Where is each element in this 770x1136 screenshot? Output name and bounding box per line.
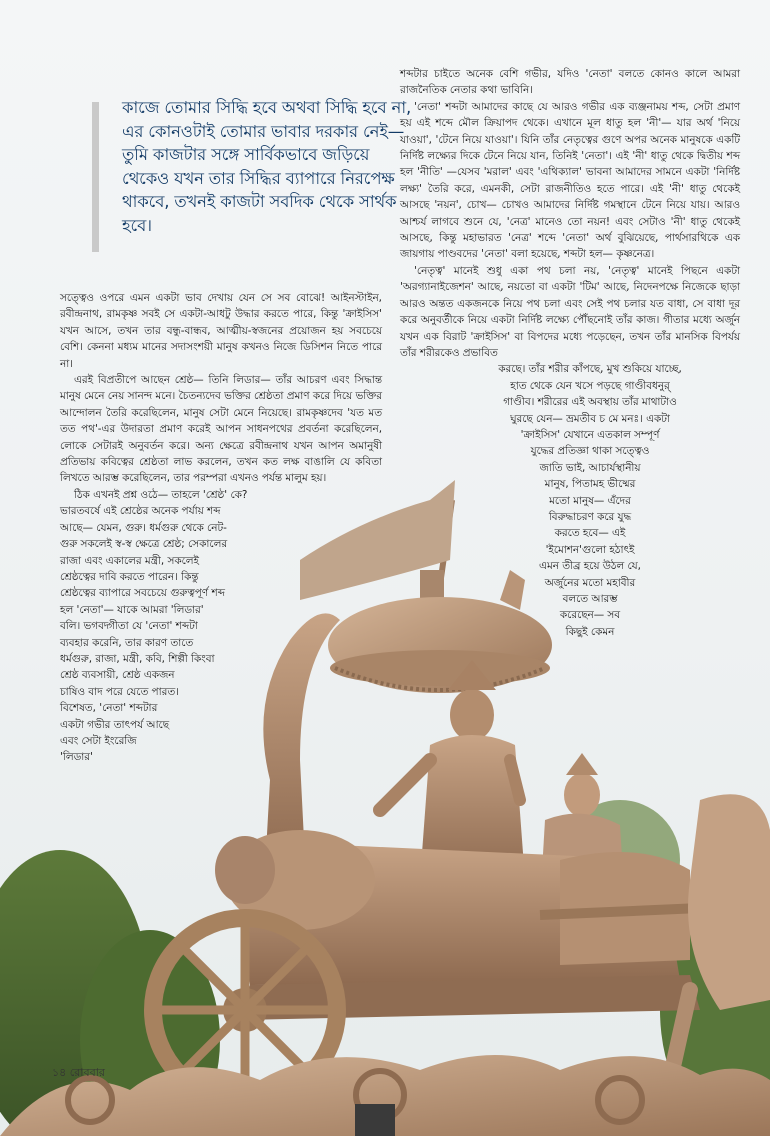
left-line: শ্রেষ্ঠ ব্যবসায়ী, শ্রেষ্ঠ একজন bbox=[60, 669, 175, 682]
left-paragraph-2: এরই বিপ্রতীপে আছেন শ্রেষ্ঠ— তিনি লিডার— তাঁর আচরণ এবং সিদ্ধান্ত মানুষ মেনে নেয় সানন্দ মনে। চৈতন্যদেব ভক্তির শ্রেষ্ঠতা প্রমাণ করে দিয়ে ভক্তির আন্দোলন তৈরি করেছিলেন, মানুষ সেটা মেনে নিয়েছে। রামকৃষ্ণদেব 'যত মত তত পথ'-এর উদারতা প্রমাণ করেই আপন সাধনপথের প্রবর্তনা করেছিলেন, লোকে সেটারই অনুবর্তন করে। অন্য ক্ষেত্রে রবীন্দ্রনাথ যখন আপন অমানুষী প্রতিভায় কবিত্বের শ্রেষ্ঠতা লাভ করলেন, তখন কত লক্ষ বাঙালি যে কবিতা লিখতে আরম্ভ করেছিলেন, তার পরম্পরা এখনও পর্যন্ত মালুম হয়। bbox=[60, 374, 382, 485]
left-line: এবং সেটা ইংরেজি bbox=[60, 734, 137, 747]
right-paragraph-4 bbox=[400, 361, 740, 640]
right-line: জাতি ভাই, আচার্যস্থানীয় bbox=[539, 461, 641, 474]
left-line: একটা গভীর তাৎপর্য আছে bbox=[60, 718, 169, 731]
left-line: 'লিডার' bbox=[60, 751, 93, 764]
right-line: মতো মানুষ— এঁদের bbox=[549, 494, 631, 507]
right-paragraph-2: 'নেতা' শব্দটা আমাদের কাছে যে আরও গভীর এক ব্যঞ্জনাময় শব্দ, সেটা প্রমাণ হয় এই শব্দে মৌল ক্রিয়াপদ থেকে। এখানে মূল ধাতু হল 'নী'— যার অর্থ 'নিয়ে যাওয়া', 'টেনে নিয়ে যাওয়া'। যিনি তাঁর নেতৃত্বের গুণে অপর অনেক মানুষকে একটি নির্দিষ্ট লক্ষ্যের দিকে টেনে নিয়ে যান, তিনিই 'নেতা'। এই 'নী' ধাতু থেকে দ্বিতীয় শব্দ হল 'নীতি' —যেসব 'মরাল' এবং 'এথিক্যাল' ভাবনা আমাদের সামনে একটা 'নির্দিষ্ট লক্ষ্য' তৈরি করে, এমনকী, সেটা রাজনীতিও হতে পারে। এই 'নী' ধাতু থেকেই আসছে 'নয়ন', চোখ— চোখও আমাদের নির্দিষ্ট গমস্থানে টেনে নিয়ে যায়। আরও আশ্চর্য লাগবে শুনে যে, 'নেত্র' মানেও তো নয়ন! এবং সেটাও 'নী' ধাতু থেকেই আসছে, কিন্তু মহাভারত 'নেত্র' শব্দে 'নেতা' অর্থ বুঝিয়েছে, পার্থসারথিকে এক জায়গায় পাণ্ডবদের 'নেতা' বলা হয়েছে, শব্দটা হল— কৃষ্ণনেত্র। bbox=[400, 100, 740, 261]
left-line: চাষিও বাদ পরে যেতে পারত। bbox=[60, 685, 179, 698]
right-line: করতে হবে— এই bbox=[554, 527, 626, 540]
left-line: শ্রেষ্ঠত্বের দাবি করতে পারেন। কিন্তু bbox=[60, 570, 199, 583]
magazine-name: রোববার bbox=[69, 1066, 105, 1079]
right-paragraph-1: শব্দটার চাইতে অনেক বেশি গভীর, যদিও 'নেতা' বলতে কোনও কালে আমরা রাজনৈতিক নেতার কথা ভাবিনি। bbox=[400, 68, 740, 97]
left-line: গুরু সকলেই স্ব-স্ব ক্ষেত্রে শ্রেষ্ঠ; সেকালের bbox=[60, 538, 228, 551]
left-line: ভারতবর্ষে এই শ্রেষ্ঠের অনেক পর্যায় শব্দ bbox=[60, 505, 221, 518]
right-line: বিরুদ্ধাচরণ করে যুদ্ধ bbox=[548, 510, 632, 523]
left-line: শ্রেষ্ঠত্বের ব্যাপারে সবচেয়ে গুরুত্বপূর্ণ শব্দ bbox=[60, 587, 225, 600]
left-line: বিশেষত, 'নেতা' শব্দটার bbox=[60, 702, 158, 715]
right-line: যুদ্ধের প্রতিজ্ঞা থাকা সত্ত্বেও bbox=[530, 445, 650, 458]
quote-bar bbox=[92, 102, 99, 252]
right-line: করেছেন— সব bbox=[559, 609, 621, 622]
page-number: ১৪ bbox=[52, 1066, 67, 1079]
right-paragraph-3: 'নেতৃত্ব' মানেই শুধু একা পথ চলা নয়, 'নেতৃত্ব' মানেই পিছনে একটা 'অরগ্যানাইজেশন' আছে, নয়তো বা একটা 'টিম' আছে, নিদেনপক্ষে নিজেকে ছাড়া আরও অন্তত একজনকে নিয়ে পথ চলা এবং সেই পথ চলার যত বাধা, সে বাধা দূর করে অনুবর্তীকে নিয়ে একটা নির্দিষ্ট লক্ষ্যে পৌঁছনোই তাঁর কাজ। গীতার মধ্যে অর্জুন যখন এক বিরাট 'ক্রাইসিস' বা বিপদের মধ্যে পড়েছেন, তখন তাঁর মানসিক বিপর্যয় তাঁর শরীরকেও প্রভাবিত bbox=[400, 264, 740, 359]
right-line: এমন তীব্র হয়ে উঠল যে, bbox=[539, 560, 641, 573]
pull-quote-text: কাজে তোমার সিদ্ধি হবে অথবা সিদ্ধি হবে না, এর কোনওটাই তোমার ভাবার দরকার নেই— তুমি কাজটার সঙ্গে সার্বিকভাবে জড়িয়ে থেকেও যখন তার সিদ্ধির ব্যাপারে নিরপেক্ষ থাকবে, তখনই কাজটা সবদিক থেকে সার্থক হবে। bbox=[122, 98, 411, 235]
right-column bbox=[400, 66, 740, 640]
right-line: করছে। তাঁর শরীর কাঁপছে, মুখ শুকিয়ে যাচ্ছে, bbox=[498, 363, 682, 376]
left-line: ধর্মগুরু, রাজা, মন্ত্রী, কবি, শিল্পী কিংবা bbox=[60, 652, 215, 665]
right-line: হাত থেকে যেন খসে পড়ছে গাণ্ডীবধনুর্ bbox=[510, 379, 670, 392]
right-line: কিছুই কেমন bbox=[565, 625, 615, 638]
left-line: রাজা এবং একালের মন্ত্রী, সকলেই bbox=[60, 554, 199, 567]
right-line: মানুষ, পিতামহ ভীষ্মের bbox=[544, 478, 636, 491]
right-line: বলতে আরম্ভ bbox=[562, 593, 618, 605]
left-line: ব্যবহার করেনি, তার কারণ তাতে bbox=[60, 636, 194, 649]
right-line: অর্জুনের মতো মহাবীর bbox=[544, 576, 636, 589]
left-paragraph-1: সত্ত্বেও ওপরে এমন একটা ভাব দেখায় যেন সে সব বোঝে! আইনস্টাইন, রবীন্দ্রনাথ, রামকৃষ্ণ সবই সে একটা-আধটু উদ্ধার করতে পারে, কিন্তু 'ক্রাইসিস' যখন আসে, তখন তার বন্ধু-বান্ধব, আত্মীয়-স্বজনের প্রয়োজন হয় সবচেয়ে বেশি। কেননা মধ্যম মানের সদাসংশয়ী মানুষ কখনও নিজে ডিসিশন নিতে পারে না। bbox=[60, 292, 382, 370]
right-line: গাণ্ডীব। শরীরের এই অবস্থায় তাঁর মাথাটাও bbox=[503, 396, 677, 409]
right-line: 'ক্রাইসিস' যেখানে এতকাল সম্পূর্ণ bbox=[520, 428, 660, 441]
right-line: 'ইমোশন'গুলো হঠাৎই bbox=[545, 543, 635, 556]
left-paragraph-3 bbox=[60, 487, 382, 766]
left-line: ঠিক এখনই প্রশ্ন ওঠে— তাহলে 'শ্রেষ্ঠ' কে? bbox=[74, 488, 248, 501]
left-line: বলি। ভগবদ্গীতা যে 'নেতা' শব্দটা bbox=[60, 620, 198, 633]
left-column bbox=[60, 290, 382, 766]
krishna-figure bbox=[380, 660, 525, 880]
left-line: আছে— যেমন, গুরু। ধর্মগুরু থেকে নেট- bbox=[60, 521, 227, 534]
right-line: ঘুরছে যেন— ভ্রমতীব চ মে মনঃ। একটা bbox=[510, 412, 670, 425]
left-line: হল 'নেতা'— যাকে আমরা 'লিডার' bbox=[60, 603, 204, 616]
page-footer bbox=[52, 1064, 105, 1083]
